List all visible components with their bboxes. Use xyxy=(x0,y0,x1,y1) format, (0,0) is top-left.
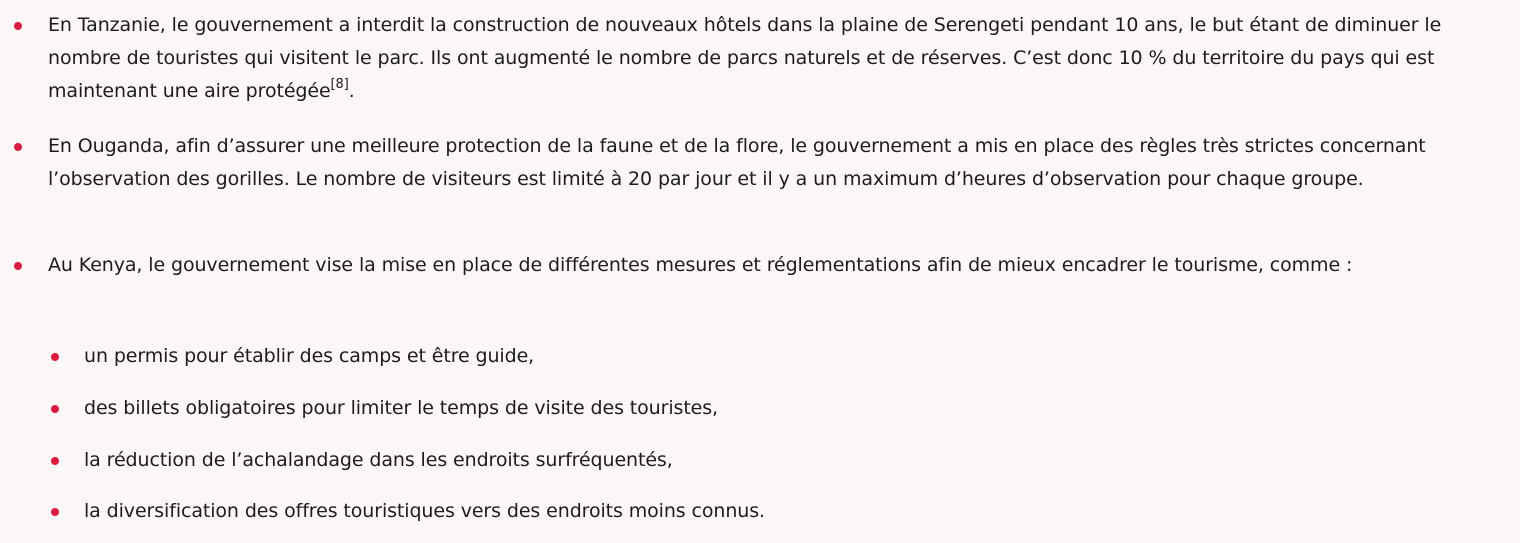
bullet-icon xyxy=(14,22,22,30)
sub-list-item-crowding xyxy=(84,444,1484,477)
sub-list-item-text: la réduction de l’achalandage dans les endroits surfréquentés, xyxy=(84,449,673,471)
bullet-icon xyxy=(14,143,22,151)
sub-list-item-diversification xyxy=(84,495,1484,528)
sub-list-item-tickets xyxy=(84,392,1484,425)
bullet-icon xyxy=(51,353,59,361)
sub-list-item-text: la diversification des offres touristiques vers des endroits moins connus. xyxy=(84,500,765,522)
list-item-suffix: . xyxy=(348,80,355,102)
list-item-kenya xyxy=(48,249,1500,282)
bullet-icon xyxy=(14,262,22,270)
footnote-reference-link[interactable]: [8] xyxy=(330,76,349,92)
sub-list-item-text: des billets obligatoires pour limiter le temps de visite des touristes, xyxy=(84,397,718,419)
list-item-text: En Ouganda, afin d’assurer une meilleure protection de la faune et de la flore, le gouvernement a mis en place des règles très strictes concernant l’observation des gorilles. Le nombre de visiteurs est limité à 20 par jour et il y a un maximum d’heures d’observation pour chaque groupe. xyxy=(48,135,1426,190)
sub-list-item-text: un permis pour établir des camps et être guide, xyxy=(84,345,535,367)
list-item-text: Au Kenya, le gouvernement vise la mise en place de différentes mesures et réglementations afin de mieux encadrer le tourisme, comme : xyxy=(48,254,1353,276)
bullet-icon xyxy=(51,508,59,516)
bullet-icon xyxy=(51,405,59,413)
list-item-uganda xyxy=(48,130,1500,196)
list-item-tanzania xyxy=(48,9,1500,108)
sub-list-item-permit xyxy=(84,340,1484,373)
list-item-text: En Tanzanie, le gouvernement a interdit la construction de nouveaux hôtels dans la plaine de Serengeti pendant 10 ans, le but étant de diminuer le nombre de touristes qui visitent le parc. Ils ont augmenté le nombre de parcs naturels et de réserves. C’est donc 10 % du territoire du pays qui est maintenant une aire protégée xyxy=(48,14,1442,102)
bullet-icon xyxy=(51,457,59,465)
